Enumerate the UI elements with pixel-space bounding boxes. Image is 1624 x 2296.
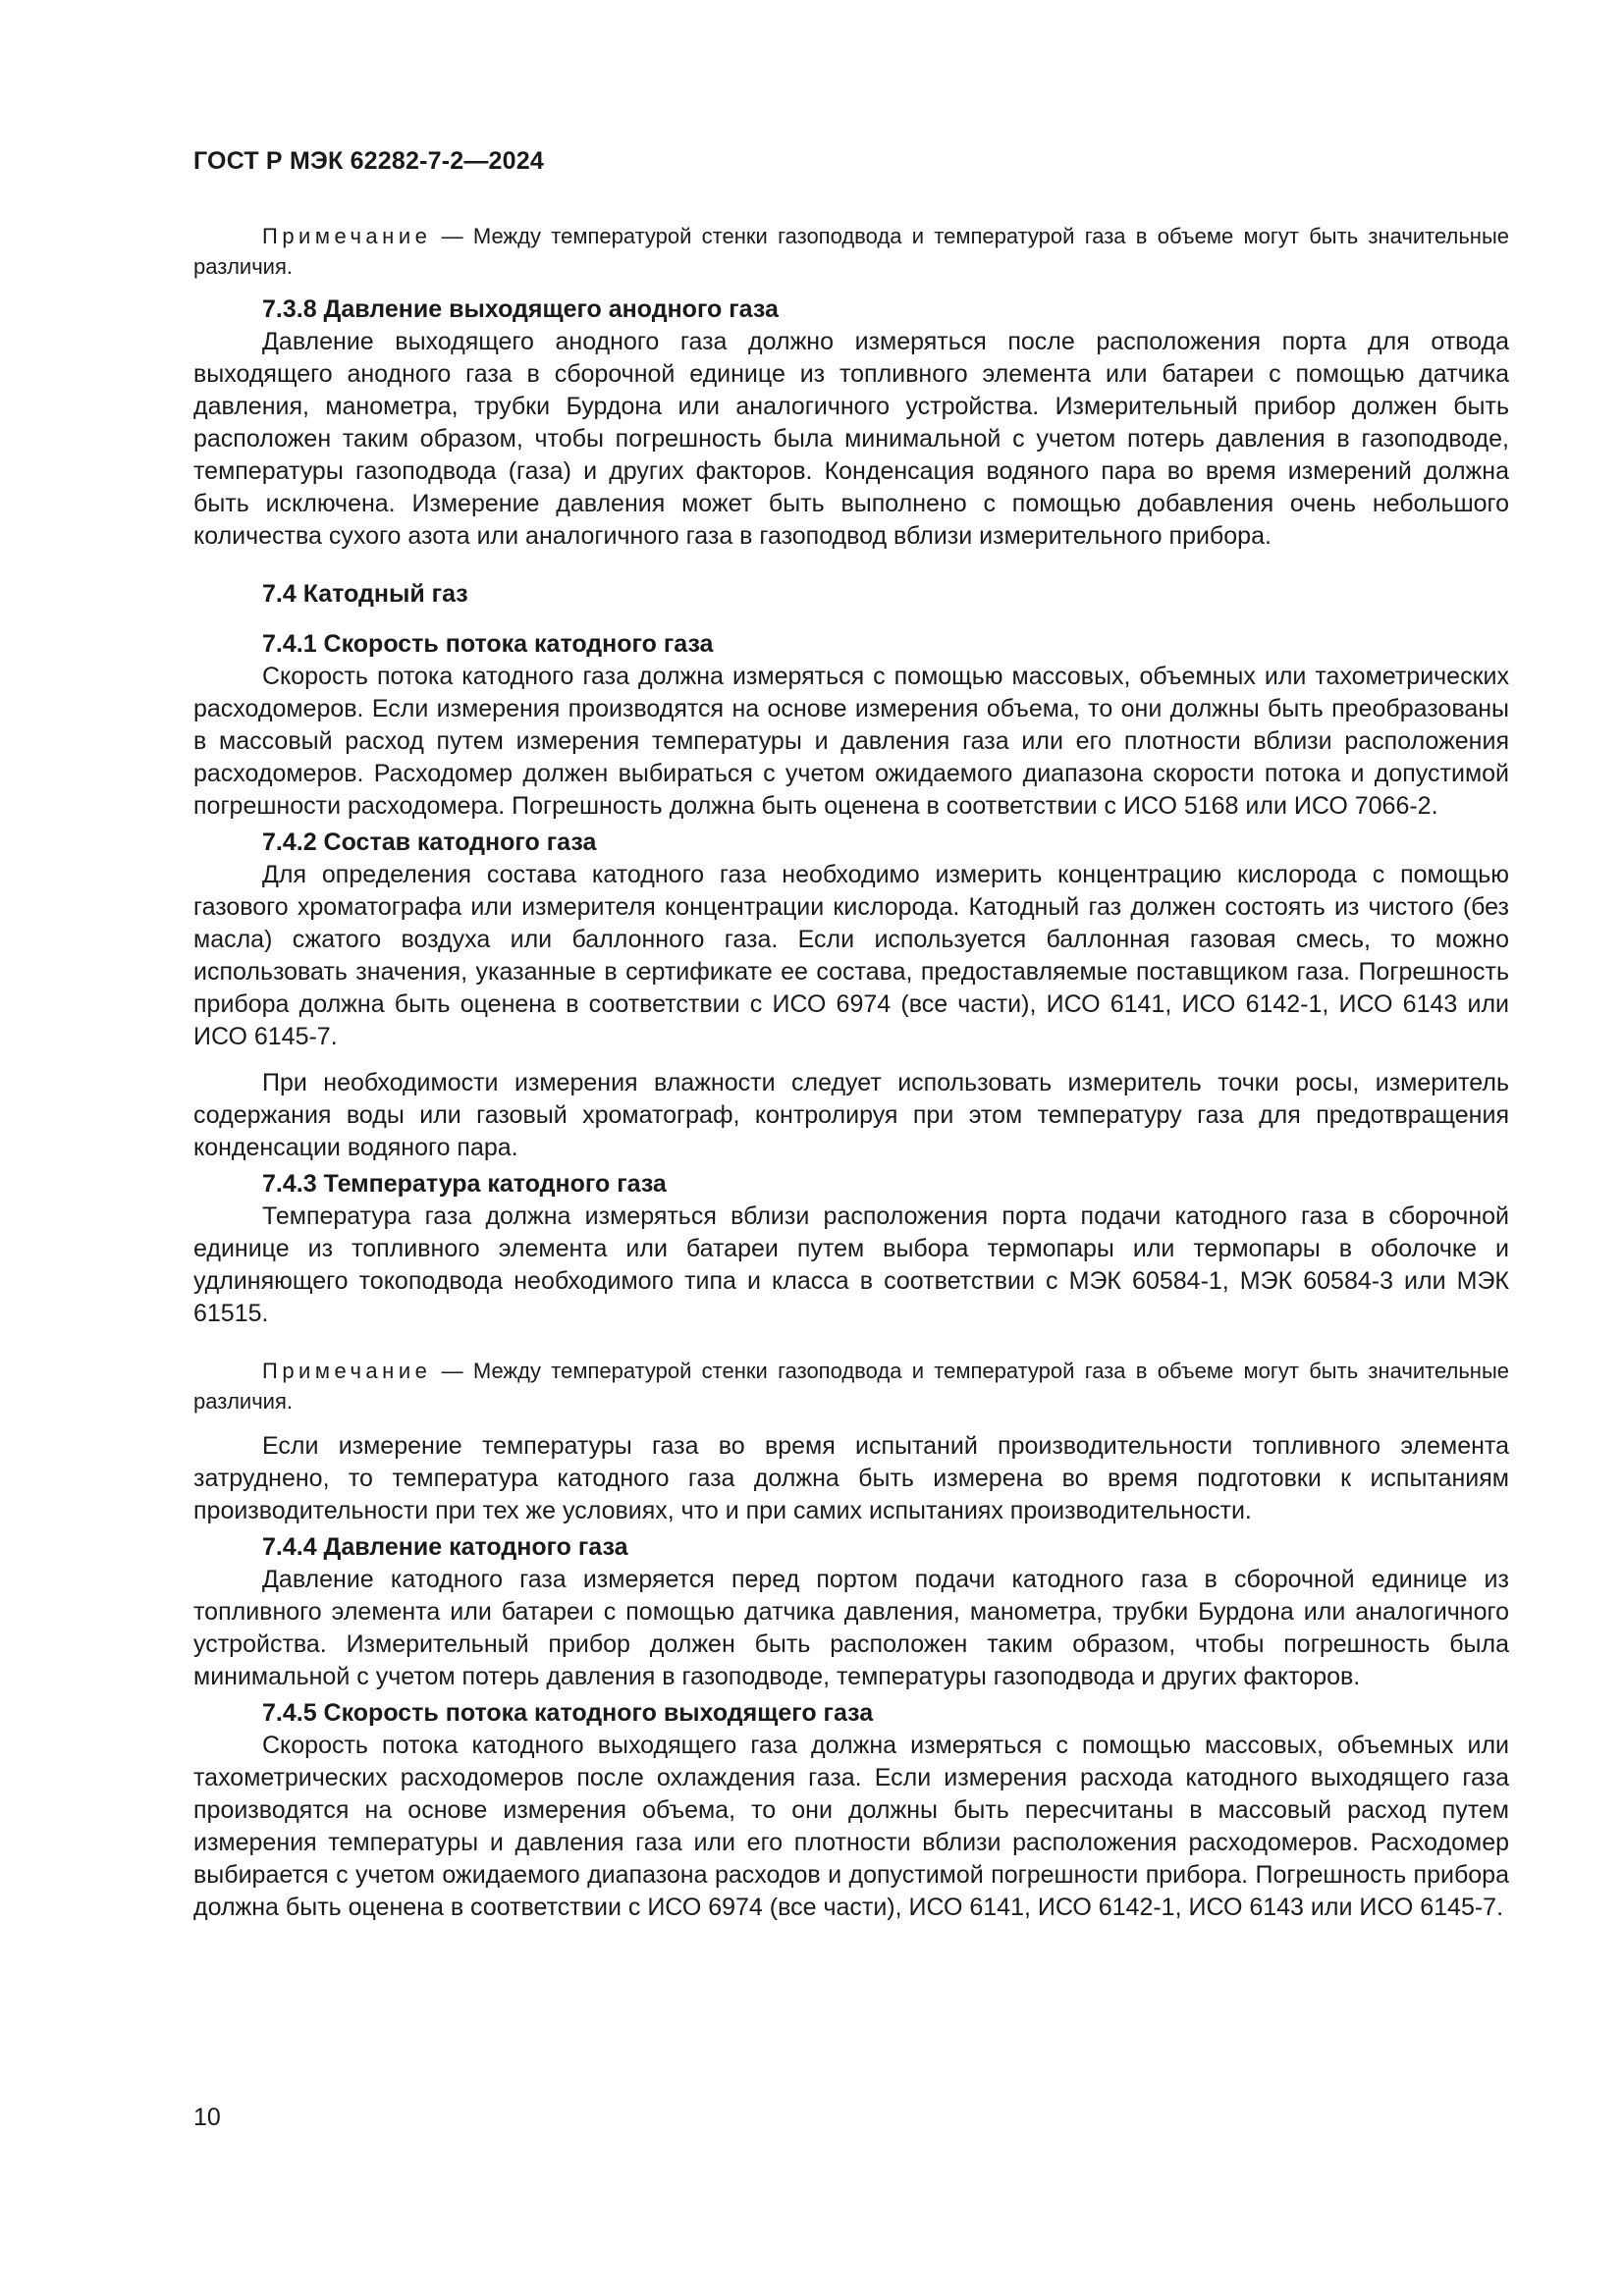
paragraph-7-3-8: Давление выходящего анодного газа должно измеряться после расположения порта для отвода выходящего анодного газа в сборочной единице из топливного элемента или батареи с помощью датчика давления, манометра, трубки Бурдона или аналогичного устройства. Измерительный прибор должен быть расположен таким образом, чтобы погрешность была минимальной с учетом потерь давления в газоподводе, температуры газоподвода (газа) и других факторов. Конденсация водяного пара во время измерений должна быть исключена. Измерение давления может быть выполнено с помощью добавления очень небольшого количества сухого азота или аналогичного газа в газоподвод вблизи измерительного прибора. [193,328,1509,550]
paragraph-7-4-3-a: Температура газа должна измеряться вблизи расположения порта подачи катодного газа в сборочной единице из топливного элемента или батареи путем выбора термопары или термопары в оболочке и удлиняющего токоподвода необходимого типа и класса в соответствии с МЭК 60584-1, МЭК 60584-3 или МЭК 61515. [193,1202,1509,1327]
heading-7-4-4: 7.4.4 Давление катодного газа [262,1533,628,1561]
page-number: 10 [193,2104,221,2131]
paragraph-7-4-4: Давление катодного газа измеряется перед портом подачи катодного газа в сборочной единице из топливного элемента или батареи с помощью датчика давления, манометра, трубки Бурдона или аналогичного устройства. Измерительный прибор должен быть расположен таким образом, чтобы погрешность была минимальной с учетом потерь давления в газоподводе, температуры газоподвода и других факторов. [193,1566,1509,1690]
note-text: — Между температурой стенки газоподвода и температурой газа в объеме могут быть значительные различия. [193,224,1509,279]
paragraph-7-4-5: Скорость потока катодного выходящего газа должна измеряться с помощью массовых, объемных или тахометрических расходомеров после охлаждения газа. Если измерения расхода катодного выходящего газа производятся на основе измерения объема, то они должны быть пересчитаны в массовый расход путем измерения температуры и давления газа или его плотности вблизи расположения расходомеров. Расходомер выбирается с учетом ожидаемого диапазона расходов и допустимой погрешности прибора. Погрешность прибора должна быть оценена в соответствии с ИСО 6974 (все части), ИСО 6141, ИСО 6142-1, ИСО 6143 или ИСО 6145-7. [193,1732,1509,1921]
paragraph-7-4-1: Скорость потока катодного газа должна измеряться с помощью массовых, объемных или тахометрических расходомеров. Если измерения производятся на основе измерения объема, то они должны быть преобразованы в массовый расход путем измерения температуры и давления газа или его плотности вблизи расположения расходомеров. Расходомер должен выбираться с учетом ожидаемого диапазона скорости потока и допустимой погрешности расходомера. Погрешность должна быть оценена в соответствии с ИСО 5168 или ИСО 7066-2. [193,663,1509,820]
heading-7-4: 7.4 Катодный газ [262,580,468,608]
note-1 [193,221,1509,282]
heading-7-4-5: 7.4.5 Скорость потока катодного выходящего газа [262,1699,874,1727]
note-2 [193,1356,1509,1416]
paragraph-7-4-2-a: Для определения состава катодного газа необходимо измерить концентрацию кислорода с помощью газового хроматографа или измерителя концентрации кислорода. Катодный газ должен состоять из чистого (без масла) сжатого воздуха или баллонного газа. Если используется баллонная газовая смесь, то можно использовать значения, указанные в сертификате ее состава, предоставляемые поставщиком газа. Погрешность прибора должна быть оценена в соответствии с ИСО 6974 (все части), ИСО 6141, ИСО 6142-1, ИСО 6143 или ИСО 6145-7. [193,861,1509,1050]
note-label: Примечание [262,1359,432,1383]
heading-7-4-3: 7.4.3 Температура катодного газа [262,1170,667,1198]
note-label: Примечание [262,224,432,248]
note-text: — Между температурой стенки газоподвода и температурой газа в объеме могут быть значительные различия. [193,1359,1509,1414]
paragraph-7-4-2-b: При необходимости измерения влажности следует использовать измеритель точки росы, измеритель содержания воды или газовый хроматограф, контролируя при этом температуру газа для предотвращения конденсации водяного пара. [193,1069,1509,1161]
paragraph-7-4-3-b: Если измерение температуры газа во время испытаний производительности топливного элемента затруднено, то температура катодного газа должна быть измерена во время подготовки к испытаниям производительности при тех же условиях, что и при самих испытаниях производительности. [193,1432,1509,1524]
document-body [193,221,1509,1924]
heading-7-4-1: 7.4.1 Скорость потока катодного газа [262,630,714,658]
heading-7-3-8: 7.3.8 Давление выходящего анодного газа [262,295,779,323]
heading-7-4-2: 7.4.2 Состав катодного газа [262,828,597,856]
standard-header: ГОСТ Р МЭК 62282-7-2—2024 [193,147,544,175]
